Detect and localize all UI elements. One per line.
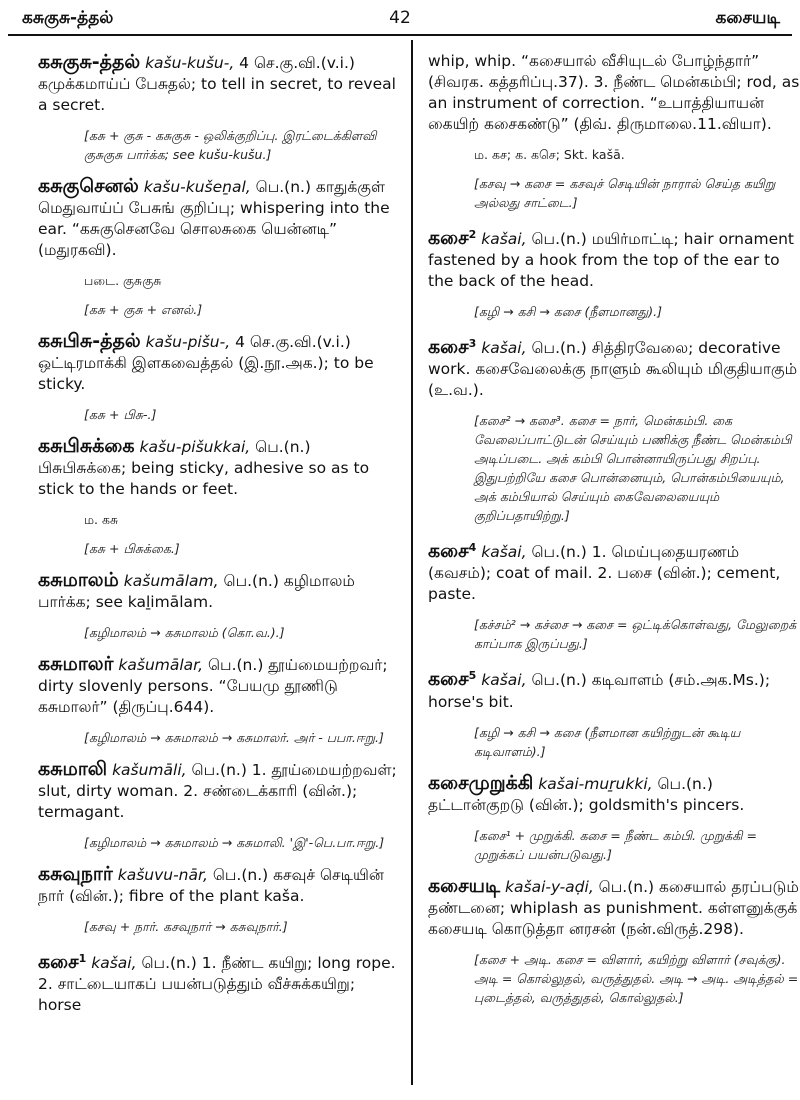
page-number: 42 (389, 8, 411, 28)
left-column (38, 52, 402, 1092)
running-head-left: கசுகுசு-த்தல் (22, 8, 114, 28)
headword: கசை (428, 227, 469, 250)
right-column (428, 52, 800, 1092)
cognate-note: ம. கசு (84, 512, 119, 527)
entry-continuation: whip, whip. “கசையால் வீசியுடல் போழ்ந்தார்” (சிவரக. கத்தரிப்பு.37). 3. நீண்ட மென்கம்பி; rod, as an instrument of correction. “உபாத்தியாயன் கையிற் கசைகண்டு” (திவ். திருமாலை.11.வியா). (428, 52, 800, 133)
headword: கசை (428, 336, 469, 359)
headword: கசுபிசு-த்தல் (38, 330, 141, 352)
definition: பெ.(n.) 1. தூய்மையற்றவள்; slut, dirty woman. 2. சண்டைக்காரி (வின்.); termagant. (38, 761, 397, 821)
definition: 4 செ.கு.வி.(v.i.) கமுக்கமாய்ப் பேசுதல்; to tell in secret, to reveal a secret. (38, 54, 396, 114)
homonym-number: 2 (468, 228, 477, 241)
column-divider (411, 40, 413, 1085)
transliteration: kašumālam, (123, 572, 219, 590)
headword: கசுமாலர் (38, 653, 114, 675)
dictionary-entry (428, 333, 800, 401)
etymology-note: [கழி → கசி → கசை (நீளமானது).] (474, 304, 662, 320)
dictionary-entry (428, 224, 800, 292)
definition: பெ.(n.) மயிர்மாட்டி; hair ornament fastened by a hook from the top of the ear to the back of the head. (428, 230, 795, 291)
cognate-note: ம. கச; க. கசெ; Skt. kašā. (474, 147, 625, 162)
headword: கசுவுநார் (38, 863, 113, 885)
definition: பெ.(n.) கசையால் தரப்படும் தண்டனை; whiplash as punishment. கள்ளனுக்குக் கசையடி கொடுத்தா னரசன் (நன்.விருத்.298). (428, 877, 799, 938)
etymology-note: [கச்சம்² → கச்சை → கசை = ஒட்டிக்கொள்வது, மேலுறைக் காப்பாக இருப்பது.] (474, 617, 797, 652)
dictionary-entry (428, 537, 800, 605)
dictionary-entry (38, 948, 402, 1016)
dictionary-entry (38, 176, 402, 261)
headword: கசுமாலம் (38, 569, 119, 591)
definition: பெ.(n.) சித்திரவேலை; decorative work. கசைவேலைக்கு நாளும் கூலியும் மிகுதியாகும் (உ.வ.). (428, 339, 798, 400)
definition: 4 செ.கு.வி.(v.i.) ஒட்டிரமாக்கி இளகவைத்தல் (இ.நூ.அக.); to be sticky. (38, 333, 374, 393)
headword: கசை (428, 668, 469, 691)
etymology-note: [கழி → கசி → கசை (நீளமான கயிற்றுடன் கூடிய கடிவாளம்).] (474, 724, 741, 759)
homonym-number: 5 (468, 669, 477, 683)
headword: கசையடி (428, 874, 501, 897)
transliteration: kašu-kušeṉal, (143, 178, 251, 196)
transliteration: kašu-kušu-, (145, 54, 235, 72)
cognate-note: படை. குசுகுசு (84, 273, 162, 288)
transliteration: kašai, (481, 339, 527, 358)
dictionary-entry (38, 759, 402, 823)
dictionary-entry (38, 654, 402, 718)
etymology-note: [கசை + அடி. கசை = விளார், கயிற்று விளார் (சவுக்கு). அடி = கொல்லுதல், வருத்துதல். அடி → அடி. அடித்தல் = புடைத்தல், வருத்துதல், கொல்லுதல்.] (474, 951, 799, 1005)
definition: பெ.(n.) தூய்மையற்றவர்; dirty slovenly persons. “பேயமு தூணிடு கசுமாலர்” (திருப்பு.644). (38, 656, 388, 716)
headword: கசுகுசு-த்தல் (38, 52, 141, 73)
dictionary-entry (38, 331, 402, 395)
headword: கசைமுறுக்கி (428, 771, 534, 794)
transliteration: kašuvu-nār, (117, 866, 208, 884)
dictionary-entry (38, 570, 402, 613)
headword: கசுபிசுக்கை (38, 435, 135, 457)
transliteration: kašai, (481, 671, 527, 690)
etymology-note: [கசவு + நார். கசவுநார் → கசுவுநார்.] (84, 919, 288, 934)
etymology-note: [கழிமாலம் → கசுமாலம் → கசுமாலர். அர் - பபா.ஈறு.] (84, 730, 384, 745)
definition: பெ.(n.) 1. நீண்ட கயிறு; long rope. 2. சாட்டையாகப் பயன்படுத்தும் வீச்சுக்கயிறு; horse (38, 954, 396, 1015)
definition: பெ.(n.) பிசுபிசுக்கை; being sticky, adhesive so as to stick to the hands or feet. (38, 438, 370, 498)
etymology-note: [கசை² → கசை³. கசை = நார், மென்கம்பி. கை வேலைப்பாட்டுடன் செய்யும் பணிக்கு நீண்ட மென்கம்பி அடிப்படை. அக் கம்பி பொன்னாயிருப்பது சிறப்பு. இதுபற்றியே கசை பொன்னையும், பொன்கம்பியையும், அக் கம்பியால் செய்யும் கைவேலையையும் குறிப்பதாயிற்று.] (474, 413, 792, 524)
etymology-note: [கசவு → கசை = கசவுச் செடியின் நாரால் செய்த கயிறு அல்லது சாட்டை.] (474, 176, 776, 210)
definition: பெ.(n.) கழிமாலம் பார்க்க; see kaḻimālam. (38, 572, 355, 611)
definition: பெ.(n.) கடிவாளம் (சம்.அக.Ms.); horse's bit. (428, 671, 771, 711)
transliteration: kašumāli, (112, 761, 187, 779)
homonym-number: 1 (78, 952, 87, 965)
dictionary-entry (38, 52, 402, 116)
headword: கசை (38, 951, 79, 974)
headword: கசுமாலி (38, 758, 108, 780)
definition: பெ.(n.) 1. மெய்புதையரணம் (கவசம்); coat of mail. 2. பசை (வின்.); cement, paste. (428, 543, 781, 604)
header-rule (8, 34, 792, 36)
etymology-note: [கழிமாலம் → கசுமாலம் → கசுமாலி. 'இ'-பெ.பா.ஈறு.] (84, 835, 385, 850)
dictionary-entry (428, 876, 800, 940)
homonym-number: 4 (468, 541, 477, 555)
headword: கசுகுசெனல் (38, 175, 139, 197)
etymology-note: [கசு + பிசு-.] (84, 407, 157, 422)
definition: பெ.(n.) காதுக்குள் மெதுவாய்ப் பேசுங் குறிப்பு; whispering into the ear. “கசுகுசெனவே சொலசுகை யென்னடி” (மதுரகவி). (38, 178, 390, 259)
transliteration: kašai-muṟukki, (538, 774, 653, 793)
etymology-note: [கசு + பிசுக்கை.] (84, 541, 180, 556)
transliteration: kašumālar, (118, 656, 204, 674)
definition: பெ.(n.) தட்டான்குறடு (வின்.); goldsmith's pincers. (428, 774, 745, 814)
transliteration: kašai-y-aḍi, (505, 877, 594, 896)
dictionary-entry (428, 665, 800, 712)
dictionary-entry (38, 436, 402, 500)
transliteration: kašai, (481, 543, 527, 562)
running-head-right: கசையடி (715, 8, 780, 28)
etymology-note: [கசை¹ + முறுக்கி. கசை = நீண்ட கம்பி. முறுக்கி = முறுக்கப் பயன்படுவது.] (474, 827, 757, 862)
definition: பெ.(n.) கசவுச் செடியின் நார் (வின்.); fibre of the plant kaša. (38, 866, 384, 905)
transliteration: kašai, (91, 954, 137, 973)
transliteration: kašu-pišu-, (145, 333, 231, 351)
dictionary-entry (428, 773, 800, 816)
transliteration: kašu-pišukkai, (139, 438, 251, 456)
dictionary-entry (38, 864, 402, 907)
etymology-note: [கசு + குசு + எனல்.] (84, 302, 203, 317)
page-header (0, 0, 800, 38)
etymology-note: [கசு + குசு - கசுகுசு - ஒலிக்குறிப்பு. இரட்டைக்கிளவி குசுகுசு பார்க்க; see kušu-kušu.] (84, 128, 377, 162)
headword: கசை (428, 540, 469, 563)
homonym-number: 3 (468, 337, 477, 351)
transliteration: kašai, (481, 230, 527, 249)
etymology-note: [கழிமாலம் → கசுமாலம் (கொ.வ.).] (84, 625, 285, 640)
